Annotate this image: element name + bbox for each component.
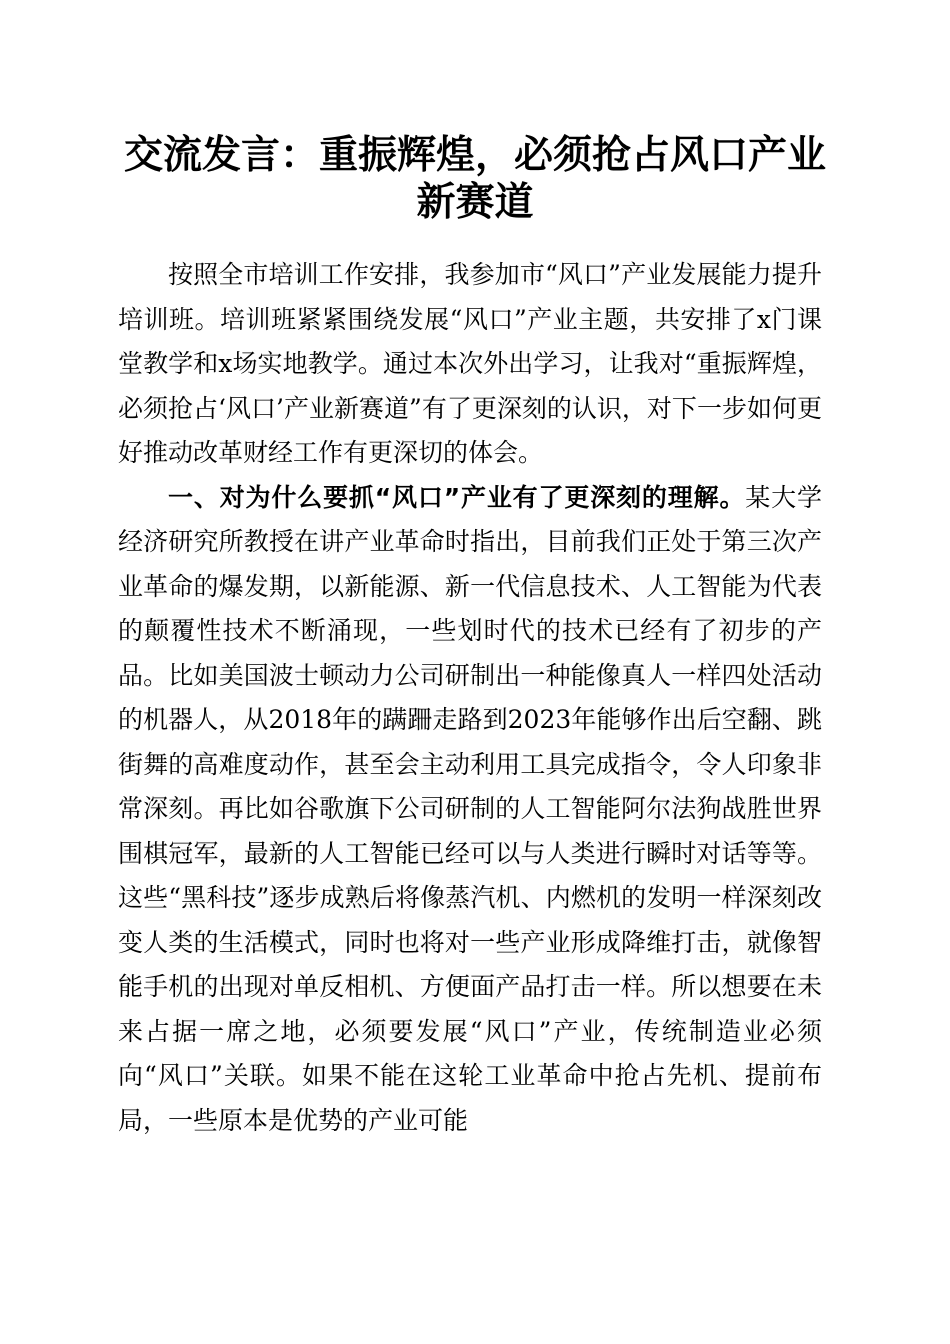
- document-body: [118, 253, 822, 1143]
- intro-paragraph-text: 按照全市培训工作安排，我参加市“风口”产业发展能力提升培训班。培训班紧紧围绕发展“风口”产业主题，共安排了x门课堂教学和x场实地教学。通过本次外出学习，让我对“重振辉煌，必须抢占‘风口’产业新赛道”有了更深刻的认识，对下一步如何更好推动改革财经工作有更深切的体会。: [118, 260, 822, 467]
- intro-paragraph: [118, 253, 822, 476]
- document-title: 交流发言：重振辉煌，必须抢占风口产业新赛道: [123, 132, 826, 225]
- section-one-text: 某大学经济研究所教授在讲产业革命时指出，目前我们正处于第三次产业革命的爆发期，以新能源、新一代信息技术、人工智能为代表的颠覆性技术不断涌现，一些划时代的技术已经有了初步的产品。比如美国波士顿动力公司研制出一种能像真人一样四处活动的机器人，从2018年的蹒跚走路到2023年能够作出后空翻、跳街舞的高难度动作，甚至会主动利用工具完成指令，令人印象非常深刻。再比如谷歌旗下公司研制的人工智能阿尔法狗战胜世界围棋冠军，最新的人工智能已经可以与人类进行瞬时对话等等。这些“黑科技”逐步成熟后将像蒸汽机、内燃机的发明一样深刻改变人类的生活模式，同时也将对一些产业形成降维打击，就像智能手机的出现对单反相机、方便面产品打击一样。所以想要在未来占据一席之地，必须要发展“风口”产业，传统制造业必须向“风口”关联。如果不能在这轮工业革命中抢占先机、提前布局，一些原本是优势的产业可能: [118, 482, 822, 1135]
- section-one-paragraph: [118, 476, 822, 1144]
- section-one-heading: 一、对为什么要抓“风口”产业有了更深刻的理解。: [168, 482, 746, 512]
